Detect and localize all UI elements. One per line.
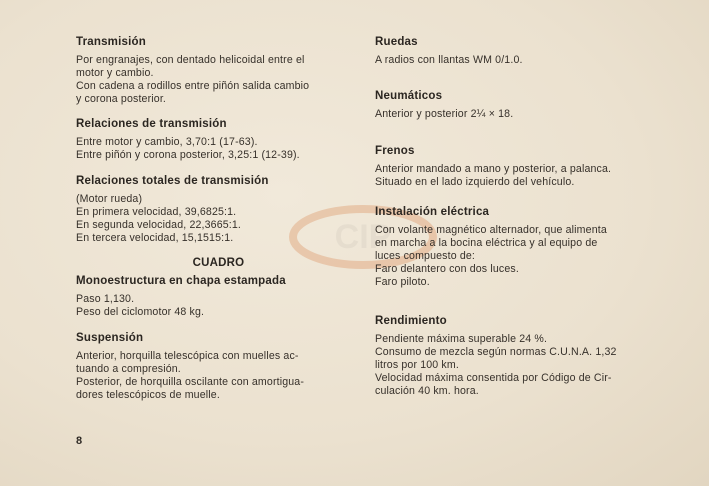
section-relaciones xyxy=(76,118,361,162)
section-ruedas xyxy=(375,36,660,67)
cuadro-heading: CUADRO xyxy=(192,257,245,269)
text-line: tuando a compresión. xyxy=(76,363,181,375)
section-title: Relaciones totales de transmisión xyxy=(76,175,269,187)
text-line: Faro piloto. xyxy=(375,276,430,288)
text-line: Por engranajes, con dentado helicoidal entre el xyxy=(76,54,305,66)
section-frenos xyxy=(375,145,660,189)
text-line: Con cadena a rodillos entre piñón salida cambio xyxy=(76,80,310,92)
section-title: Neumáticos xyxy=(375,90,443,102)
text-line: Con volante magnético alternador, que alimenta xyxy=(375,224,607,236)
text-line: Posterior, de horquilla oscilante con amortigua- xyxy=(76,376,305,388)
text-line: A radios con llantas WM 0/1.0. xyxy=(375,54,523,66)
text-line: Faro delantero con dos luces. xyxy=(375,263,519,275)
section-title: Rendimiento xyxy=(375,315,447,327)
text-line: Peso del ciclomotor 48 kg. xyxy=(76,306,205,318)
section-title: Frenos xyxy=(375,145,415,157)
section-title: Suspensión xyxy=(76,332,144,344)
text-line: Paso 1,130. xyxy=(76,293,135,305)
text-line: En tercera velocidad, 15,1515:1. xyxy=(76,232,234,244)
section-title: Transmisión xyxy=(76,36,146,48)
section-title: Instalación eléctrica xyxy=(375,206,490,218)
text-line: Anterior, horquilla telescópica con muelles ac- xyxy=(76,350,299,362)
right-column xyxy=(375,36,660,398)
left-column xyxy=(76,36,361,402)
section-monoestructura xyxy=(76,275,361,319)
text-line: litros por 100 km. xyxy=(375,359,459,371)
text-line: Entre piñón y corona posterior, 3,25:1 (12-39). xyxy=(76,149,300,161)
page-number: 8 xyxy=(76,435,83,447)
section-neumaticos xyxy=(375,90,660,121)
text-line: Situado en el lado izquierdo del vehículo. xyxy=(375,176,575,188)
text-line: Consumo de mezcla según normas C.U.N.A. 1,32 xyxy=(375,346,617,358)
text-line: En segunda velocidad, 22,3665:1. xyxy=(76,219,242,231)
section-transmision xyxy=(76,36,361,106)
section-relaciones-totales xyxy=(76,175,361,245)
text-line: En primera velocidad, 39,6825:1. xyxy=(76,206,237,218)
text-line: culación 40 km. hora. xyxy=(375,385,479,397)
text-line: Pendiente máxima superable 24 %. xyxy=(375,333,548,345)
text-line: motor y cambio. xyxy=(76,67,154,79)
section-title: Relaciones de transmisión xyxy=(76,118,227,130)
text-line: Entre motor y cambio, 3,70:1 (17-63). xyxy=(76,136,258,148)
section-instalacion-electrica xyxy=(375,206,660,289)
text-line: Anterior mandado a mano y posterior, a palanca. xyxy=(375,163,612,175)
section-rendimiento xyxy=(375,315,660,398)
section-title: Ruedas xyxy=(375,36,418,48)
text-line: dores telescópicos de muelle. xyxy=(76,389,220,401)
text-line: en marcha a la bocina eléctrica y al equipo de xyxy=(375,237,598,249)
text-line: luces compuesto de: xyxy=(375,250,476,262)
text-line: Anterior y posterior 2¼ × 18. xyxy=(375,108,514,120)
text-line: (Motor rueda) xyxy=(76,193,143,205)
text-line: y corona posterior. xyxy=(76,93,166,105)
watermark-text: CIP xyxy=(334,218,392,256)
section-title: Monoestructura en chapa estampada xyxy=(76,275,286,287)
text-line: Velocidad máxima consentida por Código de Cir- xyxy=(375,372,612,384)
section-suspension xyxy=(76,332,361,402)
